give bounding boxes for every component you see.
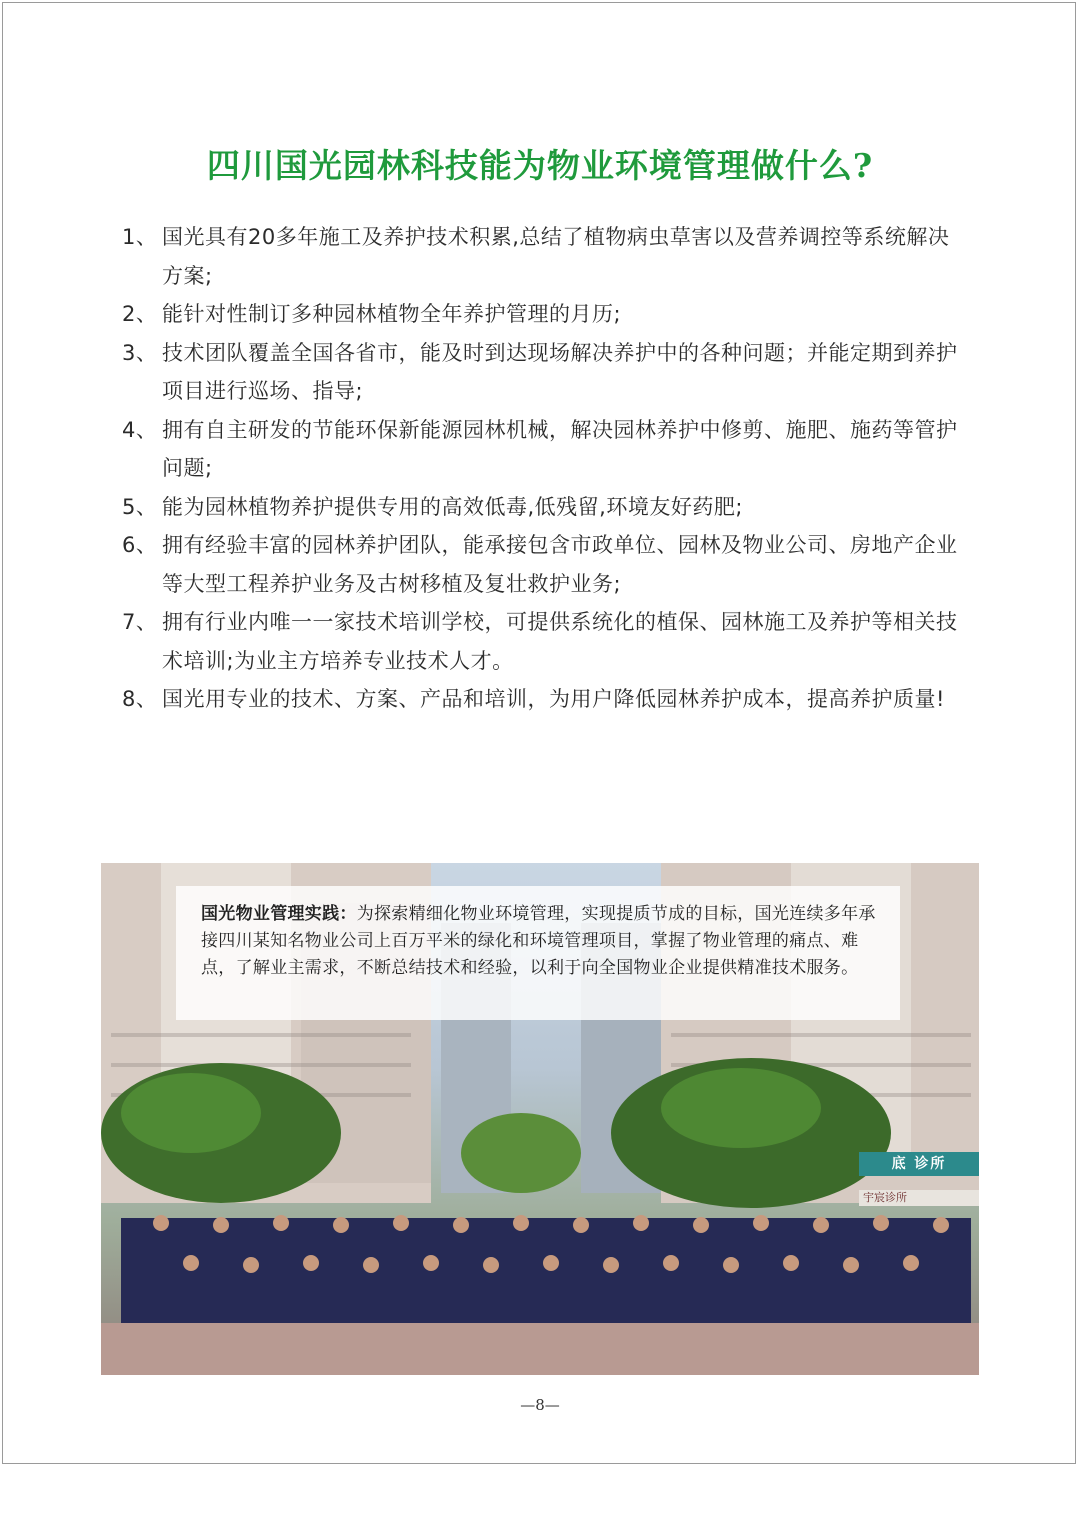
page-title: 四川国光园林科技能为物业环境管理做什么? [206,146,874,185]
list-item-text: 拥有自主研发的节能环保新能源园林机械，解决园林养护中修剪、施肥、施药等管护问题; [162,417,958,480]
caption-label: 国光物业管理实践： [201,904,357,924]
photo-caption [201,901,881,982]
list-item [122,295,962,334]
list-item-number: 1、 [122,225,158,249]
list-item-number: 6、 [122,533,158,557]
clinic-sign: 底 诊所 [859,1152,979,1176]
list-item-text: 能针对性制订多种园林植物全年养护管理的月历; [162,302,622,326]
feature-list [122,218,962,719]
caption-text: 为探索精细化物业环境管理，实现提质节成的目标，国光连续多年承接四川某知名物业公司上百万平米的绿化和环境管理项目，掌握了物业管理的痛点、难点，了解业主需求，不断总结技术和经验，以利于向全国物业企业提供精准技术服务。 [201,904,876,978]
list-item-text: 拥有行业内唯一一家技术培训学校，可提供系统化的植保、园林施工及养护等相关技术培训;为业主方培养专业技术人才。 [162,610,958,673]
list-item-number: 3、 [122,340,158,365]
list-item-text: 国光用专业的技术、方案、产品和培训，为用户降低园林养护成本，提高养护质量! [162,687,945,711]
list-item-text: 能为园林植物养护提供专用的高效低毒,低残留,环境友好药肥; [162,494,743,519]
list-item-text: 国光具有20多年施工及养护技术积累,总结了植物病虫草害以及营养调控等系统解决方案; [162,225,950,288]
list-item [122,334,962,411]
clinic-sign-secondary: 宇宸诊所 [859,1190,979,1206]
list-item-number: 8、 [122,687,158,711]
page-number: —8— [520,1396,560,1414]
list-item [122,218,962,295]
list-item-text: 技术团队覆盖全国各省市，能及时到达现场解决养护中的各种问题；并能定期到养护项目进行巡场、指导; [162,340,958,403]
list-item-number: 5、 [122,494,158,519]
list-item [122,488,962,527]
list-item [122,411,962,488]
list-item [122,680,962,719]
team-photo [101,863,979,1375]
list-item-number: 2、 [122,302,158,326]
list-item [122,526,962,603]
list-item [122,603,962,680]
list-item-text: 拥有经验丰富的园林养护团队，能承接包含市政单位、园林及物业公司、房地产企业等大型工程养护业务及古树移植及复壮救护业务; [162,533,958,596]
list-item-number: 7、 [122,610,158,634]
list-item-number: 4、 [122,417,158,442]
